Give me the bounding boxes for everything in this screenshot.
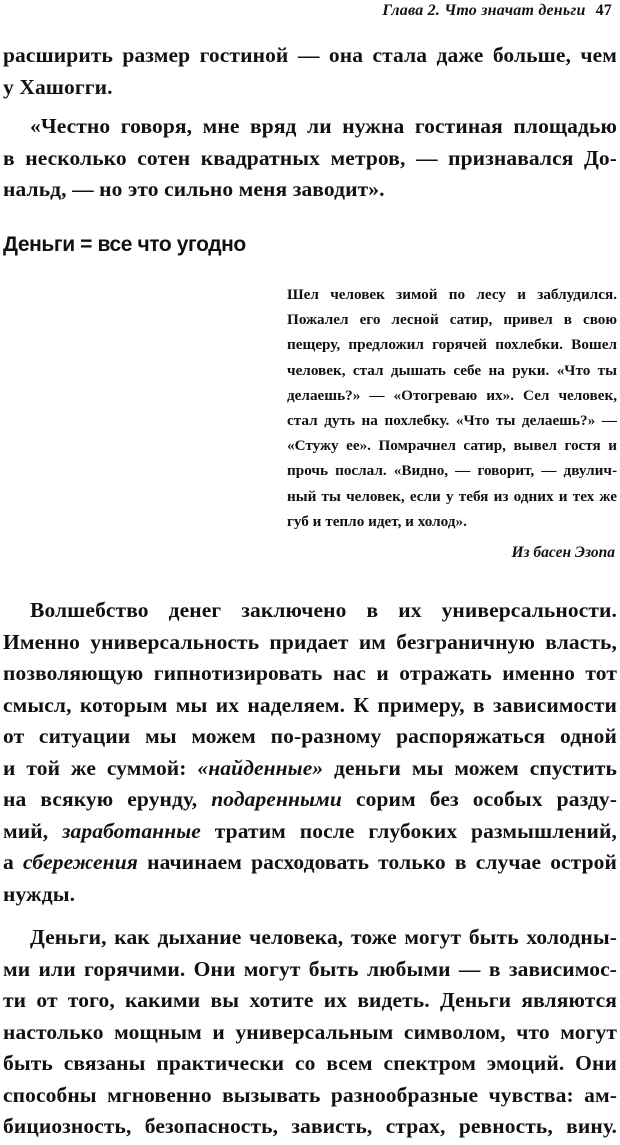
- text-line: нужды.: [3, 881, 76, 906]
- emphasis-text: сбережения: [22, 850, 138, 874]
- text-line: позволяющую гипнотизировать нас и отражать именно тот: [3, 661, 617, 685]
- text-segment: сорим без особых разду-: [341, 787, 618, 811]
- text-line: Волшебство денег заключено в их универсальности.: [30, 598, 617, 622]
- text-line: [3, 784, 617, 816]
- intro-paragraph: [3, 40, 617, 103]
- epigraph-line: губ и тепло идет, и холод».: [287, 512, 467, 530]
- text-line: расширить размер гостиной — она стала даже больше, чем: [3, 43, 617, 67]
- epigraph-line: делаешь?» — «Отогреваю их». Сел человек,: [287, 386, 617, 404]
- epigraph-line: Шел человек зимой по лесу и заблудился.: [287, 286, 617, 303]
- text-line: настолько мощным и универсальным символом, что могут: [3, 1019, 617, 1044]
- epigraph: [287, 282, 617, 534]
- section-heading: Деньги = все что угодно: [3, 233, 246, 256]
- text-segment: мий,: [3, 818, 63, 843]
- epigraph-source: Из басен Эзопа: [511, 544, 615, 561]
- text-line: Именно универсальность придает им безграничную власть,: [3, 629, 617, 654]
- epigraph-line: человек, стал дышать себе на руки. «Что ты: [287, 361, 617, 379]
- epigraph-line: пещеру, предложил горячей похлебки. Вошел: [287, 336, 617, 354]
- text-line: у Хашогги.: [3, 74, 113, 99]
- text-line: способны мгновенно вызывать разнообразные чувства: ам-: [3, 1082, 617, 1107]
- text-segment: а: [3, 850, 23, 874]
- page-number: 47: [595, 2, 612, 19]
- text-line: [3, 816, 617, 848]
- quote-paragraph: [3, 111, 617, 206]
- text-segment: начинаем расходовать только в случае острой: [137, 850, 618, 874]
- text-segment: деньги мы можем спустить: [323, 755, 617, 780]
- epigraph-line: Пожалел его лесной сатир, привел в свою: [287, 311, 617, 329]
- text-line: бициозность, безопасность, зависть, страх, ревность, вину.: [3, 1114, 617, 1138]
- running-header: [382, 2, 612, 20]
- text-line: [3, 753, 617, 785]
- text-segment: на всякую ерунду,: [3, 787, 212, 811]
- chapter-title: Глава 2. Что значат деньги: [382, 2, 586, 19]
- body-paragraph-1: [3, 595, 617, 910]
- text-line: смысл, которым мы их наделяем. К примеру, в зависимости: [3, 692, 617, 717]
- text-line: нальд, — но это сильно меня заводит».: [3, 177, 385, 201]
- epigraph-line: «Стужу ее». Помрачнел сатир, вывел гостя и: [287, 437, 617, 455]
- epigraph-line: ный ты человек, если у тебя из одних и тех же: [287, 487, 617, 505]
- epigraph-line: прочь послал. «Видно, — говорит, — двулич-: [287, 462, 617, 480]
- emphasis-text: «найденные»: [197, 755, 324, 780]
- emphasis-text: подаренными: [211, 787, 342, 811]
- text-line: [3, 847, 617, 879]
- emphasis-text: заработанные: [62, 818, 201, 843]
- text-segment: тратим после глубоких размышлений,: [200, 818, 617, 843]
- body-paragraph-2: [3, 922, 617, 1143]
- text-line: ти от того, какими вы хотите их видеть. Деньги являются: [3, 988, 617, 1012]
- epigraph-line: стал дуть на похлебку. «Что ты делаешь?» —: [287, 412, 617, 430]
- text-line: в несколько сотен квадратных метров, — признавался До-: [3, 145, 617, 170]
- text-line: от ситуации мы можем по-разному распоряжаться одной: [3, 724, 617, 748]
- text-line: ми или горячими. Они могут быть любыми — в зависимос-: [3, 956, 617, 981]
- text-line: быть связаны практически со всем спектром эмоций. Они: [3, 1051, 617, 1075]
- text-segment: и той же суммой:: [3, 755, 198, 780]
- text-line: Деньги, как дыхание человека, тоже могут быть холодны-: [30, 925, 617, 949]
- text-line: «Честно говоря, мне вряд ли нужна гостиная площадью: [30, 114, 617, 138]
